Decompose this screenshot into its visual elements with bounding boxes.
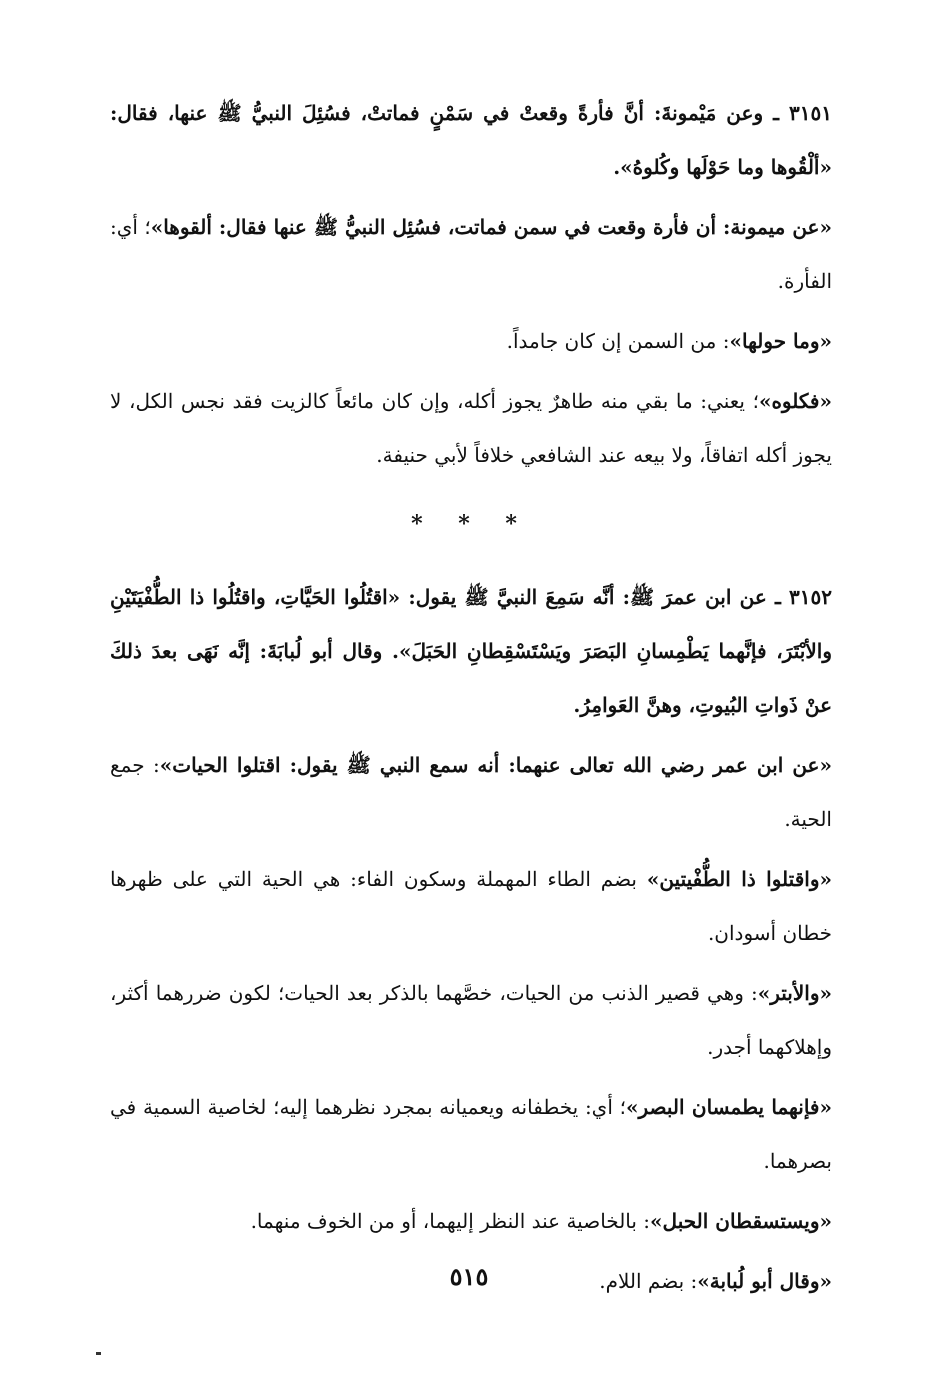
commentary-gloss: بضم الطاء المهملة وسكون الفاء: هي الحية التي على ظهرها خطان أسودان.	[110, 867, 832, 945]
page-body	[110, 86, 832, 1314]
commentary-paragraph	[110, 852, 832, 960]
commentary-gloss: : وهي قصير الذنب من الحيات، خصَّهما بالذكر بعد الحيات؛ لكون ضررهما أكثر، وإهلاكهما أجدر.	[110, 981, 832, 1059]
commentary-paragraph	[110, 966, 832, 1074]
commentary-gloss: : بالخاصية عند النظر إليهما، أو من الخوف منهما.	[250, 1209, 651, 1233]
commentary-lemma: «وقال أبو لُبابة»	[697, 1269, 832, 1293]
commentary-gloss: : من السمن إن كان جامداً.	[506, 329, 730, 353]
commentary-lemma: «واقتلوا ذا الطُّفْيتين»	[646, 867, 832, 891]
commentary-lemma: «والأبتر»	[757, 981, 832, 1005]
commentary-gloss: ؛ أي: الفأرة.	[110, 215, 832, 293]
commentary-lemma: «ويستسقطان الحبل»	[650, 1209, 832, 1233]
hadith-3151-text: ٣١٥١ ـ وعن مَيْمونةَ: أنَّ فأرةً وقعتْ في سَمْنٍ فماتتْ، فسُئِلَ النبيُّ ﷺ عنها، فقال: «ألْقُوها وما حَوْلَها وكُلوهُ».	[110, 101, 832, 179]
commentary-gloss: : جمع الحية.	[110, 753, 832, 831]
commentary-paragraph	[110, 200, 832, 308]
commentary-lemma: «فإنهما يطمسان البصر»	[626, 1095, 832, 1119]
commentary-lemma: «عن ابن عمر رضي الله تعالى عنهما: أنه سمع النبي ﷺ يقول: اقتلوا الحيات»	[159, 753, 832, 777]
commentary-paragraph	[110, 1080, 832, 1188]
commentary-lemma: «وما حولها»	[729, 329, 832, 353]
section-separator: * * *	[411, 511, 531, 537]
page-number: ٥١٥	[449, 1262, 489, 1291]
commentary-lemma: «فكلوه»	[758, 389, 832, 413]
commentary-paragraph	[110, 314, 832, 368]
commentary-gloss: ؛ يعني: ما بقي منه طاهرٌ يجوز أكله، وإن كان مائعاً كالزيت فقد نجس الكل، لا يجوز أكله اتفاقاً، ولا بيعه عند الشافعي خلافاً لأبي حنيفة.	[110, 389, 832, 467]
commentary-paragraph	[110, 1194, 832, 1248]
commentary-paragraph	[110, 738, 832, 846]
commentary-lemma: «عن ميمونة: أن فأرة وقعت في سمن فماتت، فسُئِل النبيُّ ﷺ عنها فقال: ألقوها»	[150, 215, 832, 239]
commentary-paragraph	[110, 374, 832, 482]
hadith-3152-text: ٣١٥٢ ـ عن ابن عمرَ ﷺ: أنَّه سَمِعَ النبيَّ ﷺ يقول: «اقتُلُوا الحَيَّاتِ، واقتُلُوا ذا الطُّفْيَتَيْنِ والأبْتَرَ، فإنَّهما يَطْمِسانِ البَصَرَ ويَسْتَسْقِطانِ الحَبَلَ». وقال أبو لُبابَةَ: إنَّه نَهَى بعدَ ذلكَ عنْ ذَواتِ البُيوتِ، وهنَّ العَوامِرُ.	[110, 585, 832, 717]
commentary-gloss: : بضم اللام.	[599, 1269, 698, 1293]
scan-mark	[96, 1352, 101, 1355]
commentary-gloss: ؛ أي: يخطفانه ويعميانه بمجرد نظرهما إليه؛ لخاصية السمية في بصرهما.	[110, 1095, 832, 1173]
